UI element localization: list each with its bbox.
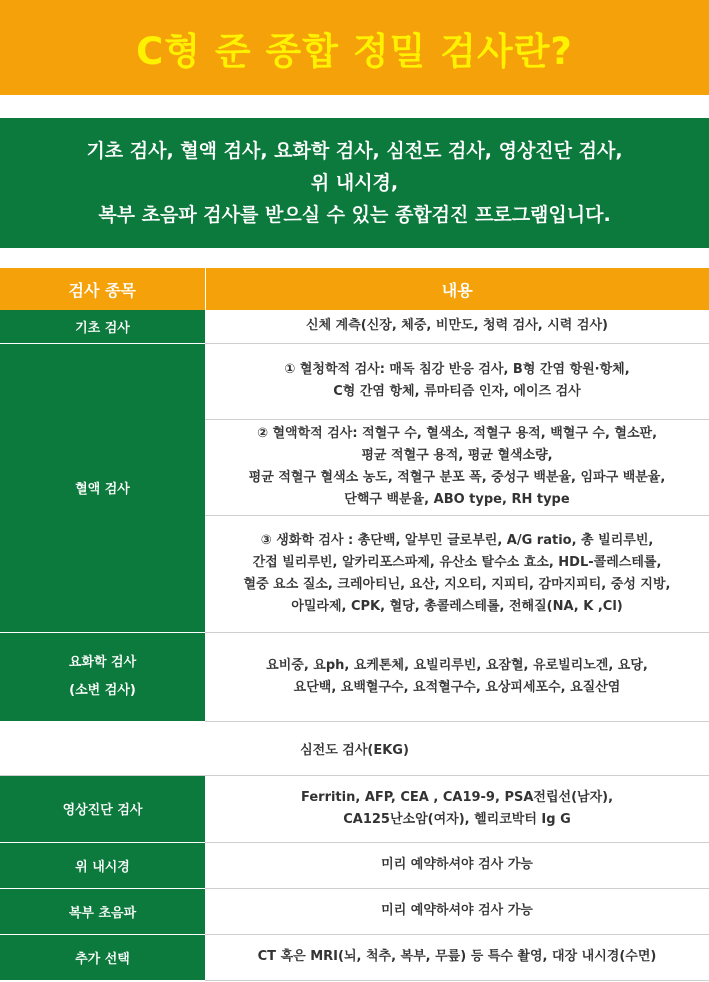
row-label-imaging: 영상진단 검사: [0, 775, 205, 842]
biochemistry-line: ③ 생화학 검사 : 총단백, 알부민 글로부린, A/G ratio, 총 빌리루빈,: [260, 532, 654, 548]
row-content-endoscopy: 미리 예약하셔야 검사 가능: [205, 842, 709, 888]
row-label-blood: 혈액 검사: [0, 343, 205, 632]
row-label-endoscopy: 위 내시경: [0, 842, 205, 888]
urine-label-line: 요화학 검사: [68, 654, 137, 670]
row-content-hematology: [205, 419, 709, 515]
imaging-line: Ferritin, AFP, CEA , CA19-9, PSA전립선(남자),: [300, 789, 614, 805]
hematology-line: 평균 적혈구 혈색소 농도, 적혈구 분포 폭, 중성구 백분율, 임파구 백분율,: [248, 470, 666, 485]
row-content-imaging: [205, 775, 709, 842]
table-header-row: [0, 268, 709, 310]
table-row-endoscopy: [0, 842, 709, 888]
intro-line: 위 내시경,: [310, 172, 399, 194]
row-content-basic: 신체 계측(신장, 체중, 비만도, 청력 검사, 시력 검사): [205, 310, 709, 343]
biochemistry-line: 혈중 요소 질소, 크레아티닌, 요산, 지오티, 지피티, 감마지피티, 중성 지방,: [243, 576, 671, 592]
row-content-optional: CT 혹은 MRI(뇌, 척추, 복부, 무릎) 등 특수 촬영, 대장 내시경(수면): [205, 934, 709, 980]
biochemistry-line: 간접 빌리루빈, 알카리포스파제, 유산소 탈수소 효소, HDL-콜레스테롤,: [252, 554, 662, 570]
table-row-imaging: [0, 775, 709, 842]
intro-line: 복부 초음파 검사를 받으실 수 있는 종합검진 프로그램입니다.: [98, 204, 611, 226]
row-content-urine: [205, 632, 709, 721]
row-content-ultrasound: 미리 예약하셔야 검사 가능: [205, 888, 709, 934]
row-content-serology: [205, 343, 709, 419]
table-row-blood-serology: [0, 343, 709, 419]
row-label-urine: [0, 632, 205, 721]
table-row-basic: [0, 310, 709, 343]
row-content-ecg: 심전도 검사(EKG): [0, 721, 709, 775]
serology-line: C형 간염 항체, 류마티즘 인자, 에이즈 검사: [333, 384, 581, 399]
intro-box: [0, 118, 709, 248]
urine-label-line: (소변 검사): [69, 682, 136, 698]
hematology-line: ② 혈액학적 검사: 적혈구 수, 혈색소, 적혈구 용적, 백혈구 수, 혈소판,: [256, 426, 658, 441]
header-content: 내용: [205, 268, 709, 310]
row-content-biochemistry: [205, 515, 709, 632]
row-label-optional: 추가 선택: [0, 934, 205, 980]
table-row-ultrasound: [0, 888, 709, 934]
biochemistry-line: 아밀라제, CPK, 혈당, 총콜레스테롤, 전해질(NA, K ,Cl): [291, 598, 623, 614]
table-row-urine: [0, 632, 709, 721]
hematology-line: 단핵구 백분율, ABO type, RH type: [344, 492, 570, 507]
page-title: C형 준 종합 정밀 검사란?: [136, 29, 573, 73]
table-row-ecg: [0, 721, 709, 775]
title-banner: [0, 0, 709, 95]
urine-line: 요비중, 요ph, 요케톤체, 요빌리루빈, 요잠혈, 유로빌리노겐, 요당,: [266, 657, 648, 673]
serology-line: ① 혈청학적 검사: 매독 침강 반응 검사, B형 간염 항원·항체,: [284, 362, 630, 377]
row-label-basic: 기초 검사: [0, 310, 205, 343]
urine-line: 요단백, 요백혈구수, 요적혈구수, 요상피세포수, 요질산염: [293, 679, 621, 695]
intro-line: 기초 검사, 혈액 검사, 요화학 검사, 심전도 검사, 영상진단 검사,: [86, 140, 623, 162]
exam-table: [0, 268, 709, 981]
imaging-line: CA125난소암(여자), 헬리코박터 Ig G: [343, 811, 571, 827]
table-row-optional: [0, 934, 709, 980]
hematology-line: 평균 적혈구 용적, 평균 혈색소량,: [361, 448, 553, 463]
row-label-ultrasound: 복부 초음파: [0, 888, 205, 934]
header-item: 검사 종목: [0, 268, 205, 310]
